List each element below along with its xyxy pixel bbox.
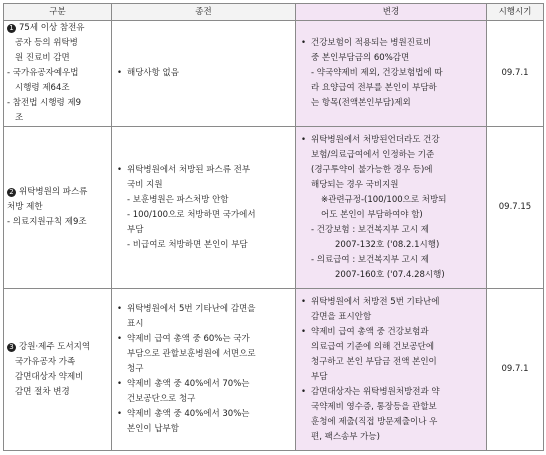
row2-before: • 위탁병원에서 처방된 파스류 전부 국비 지원 - 보훈병원은 파스처방 안함 - 100/100으로 처방하면 국가에서 부담 - 비급여로 처방하면 본인이 부담: [112, 127, 296, 289]
header-effective-date: 시행시기: [487, 4, 544, 21]
row1-before: • 해당사항 없음: [112, 21, 296, 127]
row2-effective-date: 09.7.15: [487, 127, 544, 289]
table-row-1: [4, 21, 544, 127]
row-number-badge: 2: [7, 188, 16, 197]
row3-effective-date: 09.7.1: [487, 289, 544, 451]
header-before: 종전: [112, 4, 296, 21]
row-number-badge: 1: [7, 24, 16, 33]
row2-category: 2 위탁병원의 파스류 처방 제한 - 의료지원규칙 제9조: [4, 127, 112, 289]
row2-after: • 위탁병원에서 처방된언더라도 건강 보험/의료급여에서 인정하는 기준 (경구투약이 불가능한 경우 등)에 해당되는 경우 국비지원 ※관련규정-(100/100으로 처방되 어도 본인이 부담하여야 함) - 건강보험 : 보건복지부 고시 제 2007-132호 ('08.2.1시행) - 의료급여 : 보건복지부 고시 제 2007-160호 ('07.4.28시행): [296, 127, 487, 289]
table-row-2: [4, 127, 544, 289]
comparison-table: [3, 3, 544, 451]
header-category: 구분: [4, 4, 112, 21]
row1-effective-date: 09.7.1: [487, 21, 544, 127]
row3-before: • 위탁병원에서 5번 기타난에 감면을 표시 • 약제비 급여 총액 중 60%는 국가 부담으로 관할보훈병원에 서면으로 청구 • 약제비 총액 중 40%에서 70%는 건보공단으로 청구 • 약제비 총액 중 40%에서 30%는 본인이 납부함: [112, 289, 296, 451]
row3-after: • 위탁병원에서 처방전 5번 기타난에 감면을 표시안함 • 약제비 급여 총액 중 건강보험과 의료급여 기준에 의해 건보공단에 청구하고 본인 부담금 전액 본인이 부담 • 감면대상자는 위탁병원처방전과 약 국약제비 영수증, 통장등을 관할보 훈청에 제출(직접 방문제출이나 우 편, 팩스송부 가능): [296, 289, 487, 451]
row1-category: 1 75세 이상 참전유 공자 등의 위탁병 원 진료비 감면 - 국가유공자예우법 시행령 제64조 - 참전법 시행령 제9 조: [4, 21, 112, 127]
row1-after: • 건강보험이 적용되는 병원진료비 중 본인부담금의 60%감면 - 약국약제비 제외, 건강보험법에 따 라 요양급여 전부를 본인이 부담하 는 항목(전액본인부담)제외: [296, 21, 487, 127]
header-row: [4, 4, 544, 21]
row-number-badge: 3: [7, 343, 16, 352]
row3-category: 3 강원·제주 도서지역 국가유공자 가족 감면대상자 약제비 감면 절차 변경: [4, 289, 112, 451]
table-row-3: [4, 289, 544, 451]
header-after: 변경: [296, 4, 487, 21]
